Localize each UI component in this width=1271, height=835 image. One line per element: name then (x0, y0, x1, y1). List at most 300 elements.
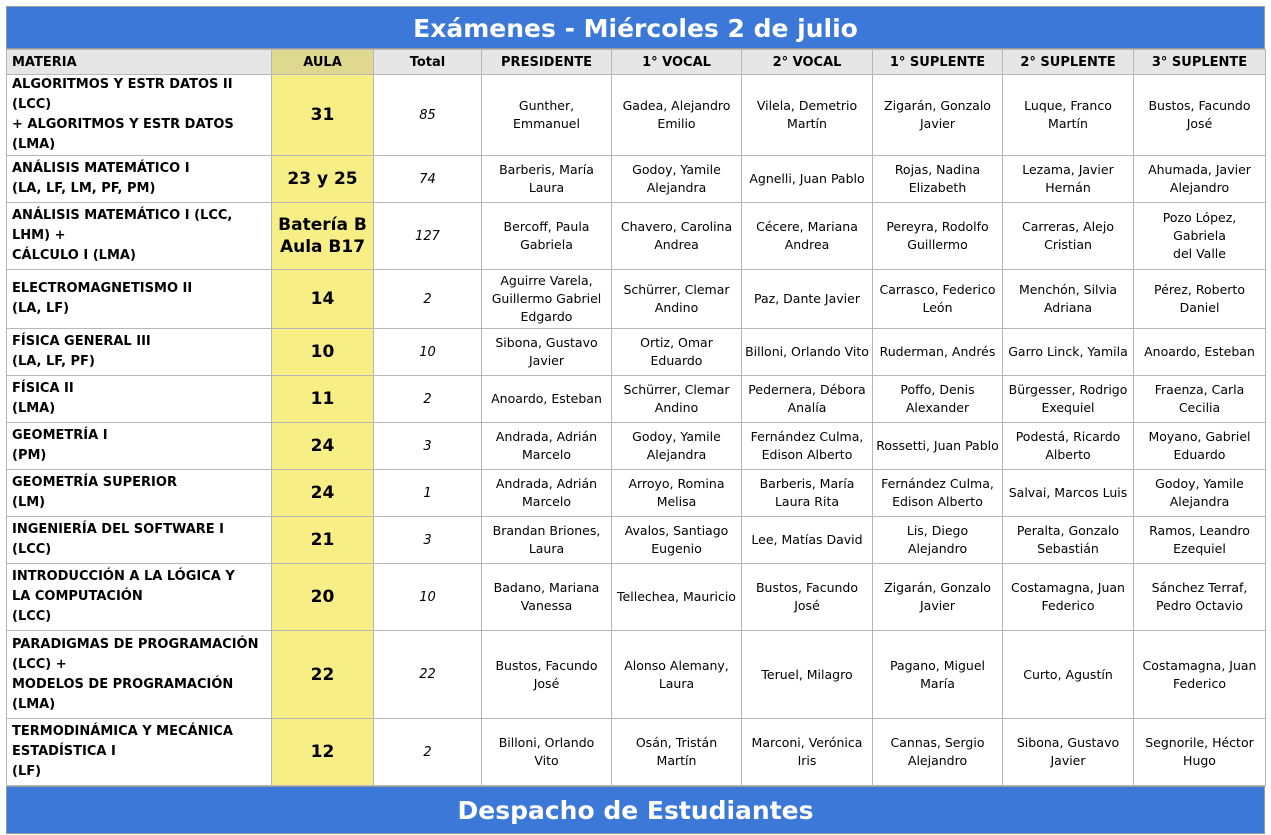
vocal-2-cell-line: Teruel, Milagro (761, 666, 853, 682)
suplente-2-cell-line: Cristian (1044, 237, 1092, 252)
vocal-1-cell (612, 156, 742, 203)
vocal-2-cell (742, 517, 873, 564)
suplente-2-cell-line: Salvai, Marcos Luis (1008, 485, 1128, 500)
footer-banner: Despacho de Estudiantes (6, 786, 1265, 834)
table-row (7, 719, 1266, 786)
materia-cell-line: (LCC) (12, 609, 52, 624)
suplente-2-cell-line: Lezama, Javier (1022, 162, 1114, 177)
presidente-cell (482, 470, 612, 517)
materia-cell-line: (LMA) (12, 696, 56, 712)
suplente-2-cell (1003, 564, 1134, 631)
presidente-cell (482, 270, 612, 329)
table-row (7, 75, 1266, 156)
aula-cell (272, 203, 374, 270)
suplente-1-cell (873, 270, 1003, 329)
suplente-3-cell-line: Pérez, Roberto (1154, 282, 1245, 297)
suplente-1-cell (873, 719, 1003, 786)
materia-cell-line: (LMA) (12, 401, 56, 416)
materia-cell-line: (LA, LF, PF) (12, 354, 95, 369)
suplente-2-cell (1003, 156, 1134, 203)
suplente-1-cell-line: Guillermo (907, 237, 968, 252)
suplente-3-cell (1134, 329, 1266, 376)
vocal-1-cell-line: Arroyo, Romina (628, 476, 725, 491)
suplente-1-cell-line: Elizabeth (908, 180, 967, 195)
suplente-2-cell-line: Carreras, Alejo (1022, 219, 1114, 234)
vocal-2-cell-line: Analía (787, 400, 827, 415)
suplente-3-cell (1134, 423, 1266, 470)
suplente-1-cell (873, 156, 1003, 203)
materia-cell-line: ESTADÍSTICA I (12, 744, 116, 759)
aula-cell-line: 31 (310, 105, 335, 125)
vocal-2-cell-line: Paz, Dante Javier (754, 291, 860, 306)
suplente-2-cell-line: Costamagna, Juan (1011, 580, 1125, 595)
materia-cell-line: (LMA) (12, 137, 56, 152)
presidente-cell-line: Andrada, Adrián (495, 429, 598, 444)
materia-cell (7, 719, 272, 786)
vocal-1-cell-line: Laura (658, 675, 695, 691)
presidente-cell-line: Edgardo (520, 309, 573, 324)
vocal-2-cell (742, 423, 873, 470)
suplente-1-cell-line: Lis, Diego Alejandro (906, 523, 969, 556)
total-cell: 10 (374, 564, 482, 631)
suplente-3-cell (1134, 75, 1266, 156)
vocal-1-cell-line: Ortiz, Omar Eduardo (640, 335, 713, 368)
aula-cell (272, 329, 374, 376)
vocal-1-cell (612, 376, 742, 423)
presidente-cell-line: Bercoff, Paula (503, 219, 590, 234)
materia-cell (7, 631, 272, 719)
suplente-3-cell-line: Ramos, Leandro (1149, 523, 1250, 538)
header-suplente-2: 2° SUPLENTE (1003, 50, 1134, 75)
aula-cell-line: 10 (310, 342, 335, 362)
vocal-2-cell-line: Agnelli, Juan Pablo (749, 171, 865, 186)
aula-cell (272, 423, 374, 470)
suplente-1-cell-line: Poffo, Denis (900, 382, 975, 397)
suplente-2-cell-line: Sebastián (1037, 541, 1099, 556)
materia-cell-line: CÁLCULO I (LMA) (12, 248, 136, 263)
suplente-1-cell-line: Cannas, Sergio (890, 735, 985, 750)
suplente-1-cell (873, 564, 1003, 631)
vocal-1-cell (612, 631, 742, 719)
presidente-cell-line: Vanessa (520, 598, 573, 613)
materia-cell (7, 564, 272, 631)
vocal-2-cell-line: Fernández Culma, (750, 429, 864, 444)
total-cell: 127 (374, 203, 482, 270)
suplente-3-cell (1134, 203, 1266, 270)
suplente-2-cell-line: Curto, Agustín (1023, 666, 1113, 682)
header-vocal-1: 1° VOCAL (612, 50, 742, 75)
suplente-3-cell (1134, 719, 1266, 786)
total-cell: 10 (374, 329, 482, 376)
suplente-1-cell (873, 517, 1003, 564)
suplente-1-cell-line: Fernández Culma, (881, 476, 994, 491)
suplente-2-cell-line: Podestá, Ricardo (1015, 429, 1121, 444)
materia-cell-line: TERMODINÁMICA Y MECÁNICA (12, 724, 233, 739)
vocal-2-cell-line: Martín (787, 116, 827, 131)
suplente-1-cell-line: León (922, 300, 953, 315)
aula-cell-line: 22 (310, 664, 335, 685)
suplente-3-cell (1134, 631, 1266, 719)
vocal-1-cell (612, 719, 742, 786)
aula-cell (272, 470, 374, 517)
suplente-3-cell-line: Alejandro (1169, 180, 1230, 195)
suplente-3-cell (1134, 270, 1266, 329)
table-body (7, 75, 1266, 786)
suplente-2-cell-line: Adriana (1043, 300, 1093, 315)
presidente-cell (482, 517, 612, 564)
aula-cell (272, 631, 374, 719)
vocal-2-cell-line: Laura Rita (774, 494, 840, 509)
materia-cell-line: ELECTROMAGNETISMO II (12, 281, 193, 296)
exam-schedule-sheet (6, 6, 1265, 834)
suplente-2-cell-line: Martín (1048, 116, 1088, 131)
total-cell: 2 (374, 719, 482, 786)
total-cell: 85 (374, 75, 482, 156)
presidente-cell-line: Marcelo (522, 447, 571, 462)
table-row (7, 423, 1266, 470)
header-materia: MATERIA (7, 50, 272, 75)
page-title: Exámenes - Miércoles 2 de julio (6, 6, 1265, 49)
suplente-2-cell-line: Bürgesser, Rodrigo (1008, 382, 1128, 397)
table-row (7, 329, 1266, 376)
materia-cell-line: PARADIGMAS DE PROGRAMACIÓN (12, 636, 259, 652)
aula-cell-line: 24 (310, 436, 335, 456)
materia-cell-line: LA COMPUTACIÓN (12, 589, 143, 604)
materia-cell-line: ANÁLISIS MATEMÁTICO I (LCC, (12, 208, 233, 223)
suplente-2-cell (1003, 270, 1134, 329)
aula-cell-line: 11 (310, 389, 335, 409)
suplente-3-cell (1134, 517, 1266, 564)
materia-cell (7, 329, 272, 376)
presidente-cell-line: Laura (528, 180, 565, 195)
suplente-3-cell-line: Daniel (1179, 300, 1220, 315)
materia-cell (7, 517, 272, 564)
suplente-3-cell (1134, 564, 1266, 631)
header-aula: AULA (272, 50, 374, 75)
aula-cell (272, 75, 374, 156)
vocal-1-cell-line: Andino (654, 400, 699, 415)
vocal-1-cell (612, 423, 742, 470)
aula-cell-line: 12 (310, 742, 335, 762)
suplente-1-cell (873, 329, 1003, 376)
vocal-2-cell-line: Billoni, Orlando Vito (745, 344, 869, 359)
vocal-2-cell-line: Barberis, María (759, 476, 855, 491)
vocal-2-cell-line: Edison Alberto (761, 447, 853, 462)
vocal-2-cell (742, 156, 873, 203)
vocal-1-cell-line: Gadea, Alejandro (622, 98, 731, 113)
suplente-2-cell (1003, 470, 1134, 517)
materia-cell-line: GEOMETRÍA SUPERIOR (12, 475, 177, 490)
vocal-1-cell (612, 470, 742, 517)
vocal-2-cell (742, 470, 873, 517)
suplente-2-cell-line: Menchón, Silvia (1018, 282, 1118, 297)
materia-cell-line: (LA, LF) (12, 301, 70, 316)
suplente-2-cell-line: Federico (1041, 598, 1095, 613)
presidente-cell-line: José (533, 675, 560, 691)
vocal-1-cell-line: Andrea (654, 237, 699, 252)
presidente-cell-line: Laura (528, 541, 565, 556)
table-row (7, 631, 1266, 719)
suplente-3-cell-line: Ezequiel (1173, 541, 1226, 556)
materia-cell-line: (LCC) + (12, 656, 67, 672)
materia-cell (7, 376, 272, 423)
materia-cell-line: GEOMETRÍA I (12, 428, 108, 443)
header-suplente-3: 3° SUPLENTE (1134, 50, 1266, 75)
presidente-cell-line: Sibona, Gustavo (495, 335, 598, 350)
header-row (7, 50, 1266, 75)
vocal-2-cell-line: Pedernera, Débora (748, 382, 866, 397)
table-row (7, 203, 1266, 270)
suplente-1-cell-line: Alexander (905, 400, 970, 415)
suplente-3-cell-line: Cecilia (1178, 400, 1221, 415)
presidente-cell (482, 203, 612, 270)
presidente-cell-line: Brandan Briones, (492, 523, 601, 538)
suplente-2-cell-line: Garro Linck, Yamila (1008, 344, 1128, 359)
materia-cell (7, 156, 272, 203)
aula-cell-line: Batería B (278, 215, 367, 235)
vocal-1-cell (612, 270, 742, 329)
exam-table (6, 49, 1266, 786)
suplente-1-cell-line: Zigarán, Gonzalo (884, 580, 991, 595)
suplente-2-cell (1003, 631, 1134, 719)
suplente-2-cell-line: Luque, Franco (1024, 98, 1112, 113)
table-row (7, 564, 1266, 631)
presidente-cell-line: Andrada, Adrián (495, 476, 598, 491)
suplente-1-cell-line: Zigarán, Gonzalo (884, 98, 991, 113)
total-cell: 2 (374, 376, 482, 423)
materia-cell-line: ALGORITMOS Y ESTR DATOS II (LCC) (12, 77, 233, 112)
presidente-cell (482, 564, 612, 631)
aula-cell (272, 564, 374, 631)
presidente-cell-line: Aguirre Varela, (500, 273, 593, 288)
aula-cell-line: 23 y 25 (287, 169, 358, 189)
suplente-2-cell (1003, 719, 1134, 786)
materia-cell-line: INGENIERÍA DEL SOFTWARE I (12, 522, 225, 537)
vocal-2-cell-line: José (794, 598, 820, 613)
presidente-cell-line: Javier (528, 353, 565, 368)
suplente-3-cell-line: Anoardo, Esteban (1144, 344, 1255, 359)
materia-cell (7, 423, 272, 470)
suplente-3-cell-line: Costamagna, Juan (1142, 657, 1257, 673)
presidente-cell-line: Gunther, Emmanuel (513, 98, 580, 131)
presidente-cell (482, 75, 612, 156)
aula-cell (272, 156, 374, 203)
aula-cell (272, 376, 374, 423)
suplente-2-cell (1003, 376, 1134, 423)
materia-cell-line: FÍSICA GENERAL III (12, 334, 151, 349)
presidente-cell-line: Badano, Mariana (493, 580, 600, 595)
materia-cell-line: + ALGORITMOS Y ESTR DATOS (12, 117, 234, 132)
materia-cell (7, 203, 272, 270)
suplente-3-cell-line: Pedro Octavio (1156, 598, 1243, 613)
suplente-2-cell-line: Exequiel (1041, 400, 1095, 415)
total-cell: 1 (374, 470, 482, 517)
materia-cell-line: FÍSICA II (12, 381, 74, 396)
materia-cell-line: (LA, LF, LM, PF, PM) (12, 181, 156, 196)
table-row (7, 156, 1266, 203)
presidente-cell (482, 376, 612, 423)
suplente-3-cell (1134, 156, 1266, 203)
vocal-1-cell-line: Schürrer, Clemar (623, 282, 730, 297)
table-row (7, 517, 1266, 564)
presidente-cell (482, 719, 612, 786)
suplente-3-cell (1134, 470, 1266, 517)
materia-cell-line: (LM) (12, 495, 46, 510)
vocal-2-cell-line: Iris (797, 753, 817, 768)
suplente-3-cell-line: del Valle (1173, 246, 1226, 261)
vocal-1-cell-line: Emilio (657, 116, 696, 131)
presidente-cell (482, 329, 612, 376)
header-vocal-2: 2° VOCAL (742, 50, 873, 75)
vocal-1-cell-line: Tellechea, Mauricio (617, 589, 736, 604)
presidente-cell (482, 631, 612, 719)
vocal-2-cell-line: Andrea (784, 237, 830, 252)
suplente-1-cell (873, 423, 1003, 470)
suplente-3-cell-line: Alejandra (1169, 494, 1230, 509)
vocal-1-cell-line: Schürrer, Clemar (623, 382, 730, 397)
suplente-1-cell-line: María (920, 675, 955, 691)
suplente-2-cell (1003, 517, 1134, 564)
suplente-1-cell (873, 376, 1003, 423)
vocal-1-cell-line: Godoy, Yamile (632, 162, 721, 177)
presidente-cell-line: Barberis, María (499, 162, 594, 177)
vocal-1-cell-line: Eugenio (651, 541, 702, 556)
materia-cell-line: (LF) (12, 764, 42, 779)
suplente-3-cell-line: Sánchez Terraf, (1151, 580, 1248, 595)
aula-cell-line: Aula B17 (279, 237, 366, 257)
aula-cell-line: 21 (310, 530, 335, 550)
suplente-3-cell-line: Godoy, Yamile (1155, 476, 1244, 491)
table-row (7, 376, 1266, 423)
materia-cell (7, 270, 272, 329)
vocal-2-cell-line: Bustos, Facundo (755, 580, 859, 595)
suplente-3-cell-line: Hugo (1183, 753, 1216, 768)
suplente-3-cell-line: Pozo López, Gabriela (1162, 210, 1237, 243)
materia-cell-line: MODELOS DE PROGRAMACIÓN (12, 676, 234, 692)
materia-cell-line: (PM) (12, 448, 47, 463)
aula-cell (272, 270, 374, 329)
suplente-1-cell (873, 470, 1003, 517)
header-total: Total (374, 50, 482, 75)
suplente-1-cell-line: Pereyra, Rodolfo (886, 219, 989, 234)
suplente-3-cell (1134, 376, 1266, 423)
suplente-2-cell-line: Javier (1050, 753, 1086, 768)
presidente-cell-line: Marcelo (522, 494, 571, 509)
suplente-1-cell (873, 75, 1003, 156)
vocal-2-cell (742, 631, 873, 719)
suplente-2-cell-line: Sibona, Gustavo (1016, 735, 1120, 750)
materia-cell-line: INTRODUCCIÓN A LA LÓGICA Y (12, 569, 235, 584)
aula-cell (272, 517, 374, 564)
vocal-1-cell-line: Osán, Tristán Martín (635, 735, 718, 768)
presidente-cell-line: Billoni, Orlando Vito (498, 735, 595, 768)
suplente-2-cell (1003, 203, 1134, 270)
total-cell: 3 (374, 423, 482, 470)
suplente-3-cell-line: Segnorile, Héctor (1145, 735, 1254, 750)
suplente-3-cell-line: Eduardo (1173, 447, 1226, 462)
vocal-2-cell-line: Cécere, Mariana (756, 219, 858, 234)
vocal-1-cell-line: Alejandra (646, 447, 707, 462)
aula-cell-line: 20 (310, 587, 335, 607)
suplente-3-cell-line: Fraenza, Carla (1154, 382, 1245, 397)
suplente-2-cell (1003, 329, 1134, 376)
vocal-1-cell-line: Alejandra (646, 180, 707, 195)
suplente-3-cell-line: José (1186, 116, 1213, 131)
header-presidente: PRESIDENTE (482, 50, 612, 75)
suplente-1-cell (873, 203, 1003, 270)
vocal-1-cell-line: Andino (654, 300, 699, 315)
suplente-1-cell-line: Alejandro (907, 753, 968, 768)
vocal-2-cell-line: Vilela, Demetrio (756, 98, 858, 113)
vocal-1-cell (612, 517, 742, 564)
aula-cell (272, 719, 374, 786)
materia-cell-line: ANÁLISIS MATEMÁTICO I (12, 161, 190, 176)
suplente-2-cell (1003, 75, 1134, 156)
suplente-1-cell-line: Pagano, Miguel (889, 657, 986, 673)
vocal-2-cell (742, 376, 873, 423)
vocal-2-cell (742, 203, 873, 270)
total-cell: 2 (374, 270, 482, 329)
vocal-1-cell (612, 203, 742, 270)
vocal-2-cell-line: Lee, Matías David (751, 532, 863, 547)
presidente-cell-line: Gabriela (520, 237, 573, 252)
vocal-2-cell (742, 564, 873, 631)
suplente-2-cell-line: Alberto (1045, 447, 1091, 462)
table-row (7, 470, 1266, 517)
vocal-1-cell-line: Avalos, Santiago (624, 523, 729, 538)
aula-cell-line: 24 (310, 483, 335, 503)
suplente-3-cell-line: Moyano, Gabriel (1148, 429, 1251, 444)
suplente-2-cell (1003, 423, 1134, 470)
vocal-1-cell (612, 564, 742, 631)
suplente-1-cell-line: Rojas, Nadina (894, 162, 981, 177)
total-cell: 74 (374, 156, 482, 203)
vocal-2-cell (742, 329, 873, 376)
vocal-2-cell (742, 270, 873, 329)
suplente-1-cell-line: Ruderman, Andrés (879, 344, 996, 359)
materia-cell (7, 75, 272, 156)
vocal-1-cell-line: Godoy, Yamile (632, 429, 721, 444)
suplente-1-cell-line: Rossetti, Juan Pablo (876, 438, 999, 453)
vocal-1-cell (612, 75, 742, 156)
vocal-1-cell-line: Chavero, Carolina (620, 219, 733, 234)
aula-cell-line: 14 (310, 289, 335, 309)
suplente-1-cell (873, 631, 1003, 719)
vocal-2-cell (742, 719, 873, 786)
total-cell: 3 (374, 517, 482, 564)
suplente-1-cell-line: Javier (919, 598, 956, 613)
suplente-2-cell-line: Peralta, Gonzalo (1016, 523, 1120, 538)
presidente-cell (482, 423, 612, 470)
table-row (7, 270, 1266, 329)
suplente-1-cell-line: Edison Alberto (892, 494, 983, 509)
materia-cell (7, 470, 272, 517)
vocal-2-cell-line: Marconi, Verónica (751, 735, 863, 750)
suplente-3-cell-line: Ahumada, Javier (1148, 162, 1251, 177)
presidente-cell (482, 156, 612, 203)
vocal-1-cell (612, 329, 742, 376)
presidente-cell-line: Guillermo Gabriel (491, 291, 602, 306)
vocal-1-cell-line: Alonso Alemany, (624, 657, 729, 673)
materia-cell-line: LHM) + (12, 228, 66, 243)
suplente-3-cell-line: Federico (1173, 675, 1226, 691)
suplente-1-cell-line: Javier (919, 116, 956, 131)
total-cell: 22 (374, 631, 482, 719)
header-suplente-1: 1° SUPLENTE (873, 50, 1003, 75)
vocal-2-cell (742, 75, 873, 156)
presidente-cell-line: Anoardo, Esteban (491, 391, 602, 406)
materia-cell-line: (LCC) (12, 542, 52, 557)
